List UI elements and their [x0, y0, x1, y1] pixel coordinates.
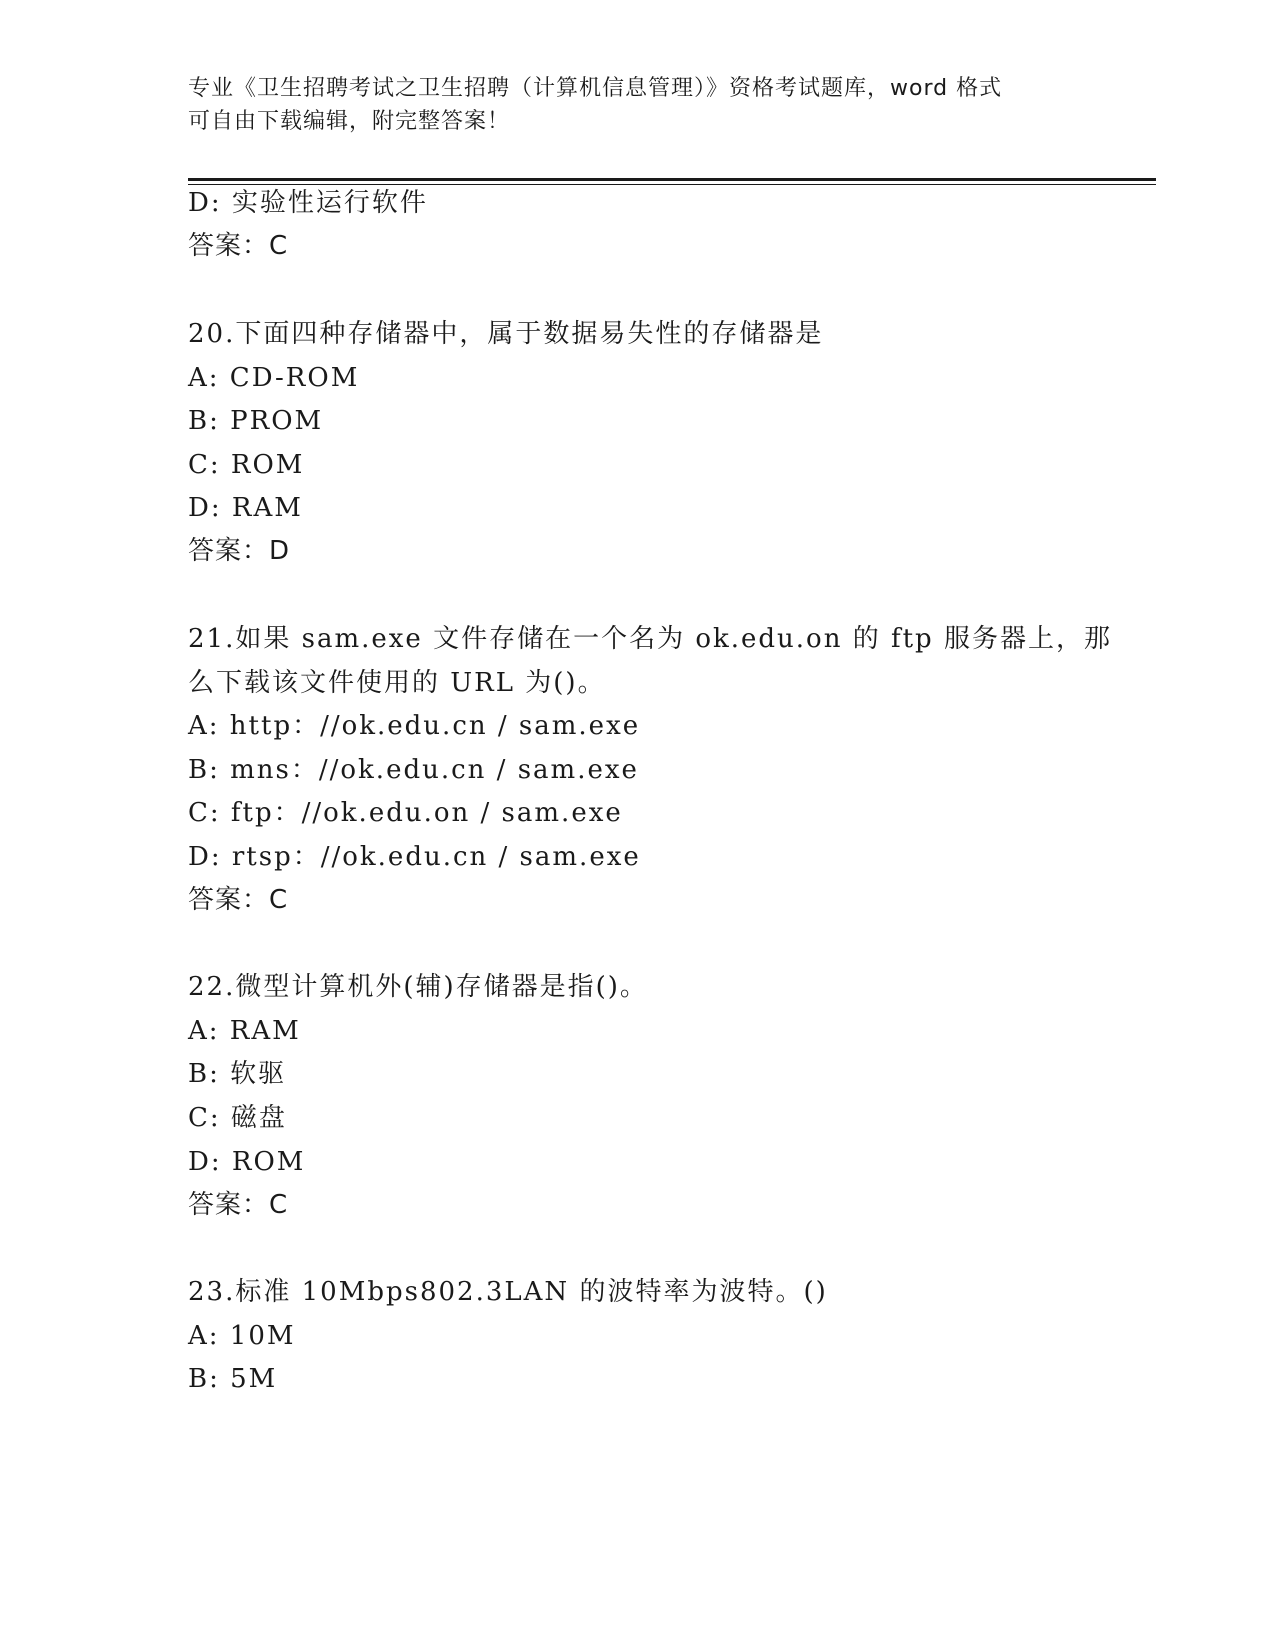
prev-option-d: D: 实验性运行软件: [188, 188, 428, 218]
q23-option-a: A: 10M: [188, 1321, 296, 1351]
document-header: [188, 72, 1088, 138]
header-line-1: 专业《卫生招聘考试之卫生招聘（计算机信息管理）》资格考试题库，word 格式: [188, 76, 1003, 101]
q23-question: 23.标准 10Mbps802.3LAN 的波特率为波特。(): [188, 1277, 828, 1307]
q21-option-a: A: http：//ok.edu.cn / sam.exe: [188, 711, 641, 741]
q22-option-a: A: RAM: [188, 1016, 301, 1046]
q20-option-a: A: CD-ROM: [188, 363, 360, 393]
q21-option-c: C: ftp：//ok.edu.on / sam.exe: [188, 798, 623, 828]
q21-question-line-2: 么下载该文件使用的 URL 为()。: [188, 668, 606, 698]
q23-option-b: B: 5M: [188, 1364, 278, 1394]
q20-option-b: B: PROM: [188, 406, 324, 436]
q20-answer: 答案：D: [188, 536, 291, 566]
prev-answer: 答案：C: [188, 231, 289, 261]
q21-option-b: B: mns：//ok.edu.cn / sam.exe: [188, 755, 639, 785]
q21-question-line-1: 21.如果 sam.exe 文件存储在一个名为 ok.edu.on 的 ftp 服务器上，那: [188, 624, 1112, 654]
header-line-2: 可自由下载编辑，附完整答案！: [188, 109, 511, 134]
header-divider-thick: [188, 178, 1156, 181]
q22-option-c: C: 磁盘: [188, 1103, 287, 1133]
q22-answer: 答案：C: [188, 1190, 289, 1220]
q21-option-d: D: rtsp：//ok.edu.cn / sam.exe: [188, 842, 641, 872]
q21-answer: 答案：C: [188, 885, 289, 915]
q20-question: 20.下面四种存储器中，属于数据易失性的存储器是: [188, 319, 824, 349]
q22-option-d: D: ROM: [188, 1147, 306, 1177]
q20-option-d: D: RAM: [188, 493, 303, 523]
header-divider-thin: [188, 184, 1156, 185]
q20-option-c: C: ROM: [188, 450, 305, 480]
q22-question: 22.微型计算机外(辅)存储器是指()。: [188, 972, 648, 1002]
q22-option-b: B: 软驱: [188, 1059, 287, 1089]
